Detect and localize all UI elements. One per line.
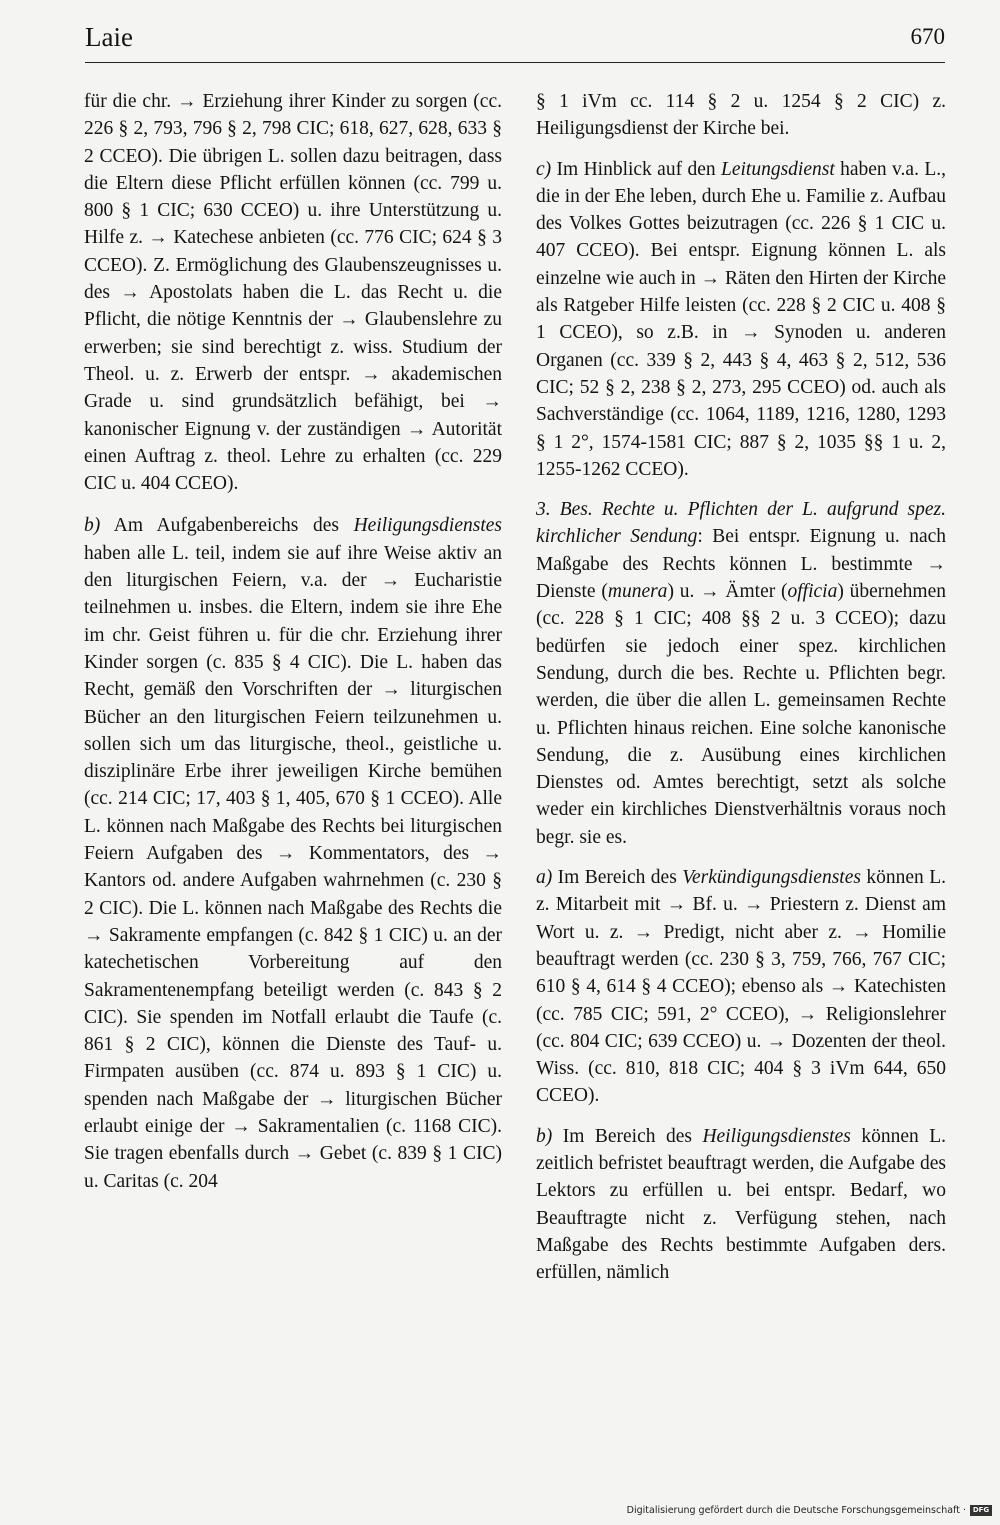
emphasis: Leitungsdienst xyxy=(720,158,835,180)
emphasis: Heiligungsdienstes xyxy=(353,515,502,537)
paragraph: b) Im Bereich des Heiligungsdienstes können L. zeitlich befristet beauftragt werden, die Aufgabe des Lektors zu erfüllen u. bei entspr. Bedarf, wo Beauftragte nicht z. Verfügung stehen, nach Maßgabe des Rechts bestimmte Aufgaben ders. erfüllen, nämlich xyxy=(536,1125,946,1284)
emphasis: munera xyxy=(607,581,668,603)
section-label: c) xyxy=(536,158,552,180)
emphasis: Heiligungsdienstes xyxy=(702,1125,851,1147)
paragraph: c) Im Hinblick auf den Leitungsdienst haben v.a. L., die in der Ehe leben, durch Ehe u. Familie z. Aufbau des Volkes Gottes beizutragen (cc. 226 § 1 CIC u. 407 CCEO). Bei entspr. Eignung können L. als einzelne wie auch in → Räten den Hirten der Kirche als Ratgeber Hilfe leisten (cc. 228 § 2 CIC u. 408 § 1 CCEO), so z.B. in → Synoden u. anderen Organen (cc. 339 § 2, 443 § 4, 463 § 2, 512, 536 CIC; 52 § 2, 238 § 2, 273, 295 CCEO) od. auch als Sachverständige (cc. 1064, 1189, 1216, 1280, 1293 § 1 2°, 1574-1581 CIC; 887 § 2, 1035 §§ 1 u. 2, 1255-1262 CCEO). xyxy=(536,158,946,480)
section-label: a) xyxy=(536,867,553,889)
running-title: Laie xyxy=(85,22,133,52)
right-column xyxy=(536,88,946,1299)
section-heading: 3. Bes. Rechte u. Pflichten der L. aufgrund spez. kirchlicher Sendung xyxy=(536,499,946,548)
running-header xyxy=(85,22,945,63)
credit-text: Digitalisierung gefördert durch die Deutsche Forschungsgemeinschaft · xyxy=(626,1505,966,1516)
digitization-credit xyxy=(627,1505,992,1516)
paragraph: für die chr. → Erziehung ihrer Kinder zu sorgen (cc. 226 § 2, 793, 796 § 2, 798 CIC; 618, 627, 628, 633 § 2 CCEO). Die übrigen L. sollen dazu beitragen, dass die Eltern diese Pflicht erfüllen können (cc. 799 u. 800 § 1 CIC; 630 CCEO) u. ihre Unterstützung u. Hilfe z. → Katechese anbieten (cc. 776 CIC; 624 § 3 CCEO). Z. Ermöglichung des Glaubenszeugnisses u. des → Apostolats haben die L. das Recht u. die Pflicht, die nötige Kenntnis der → Glaubenslehre zu erwerben; sie sind berechtigt z. wiss. Studium der Theol. u. z. Erwerb der entspr. → akademischen Grade u. sind grundsätzlich befähigt, bei → kanonischer Eignung v. der zuständigen → Autorität einen Auftrag z. theol. Lehre zu erhalten (cc. 229 CIC u. 404 CCEO). xyxy=(84,91,502,495)
paragraph: 3. Bes. Rechte u. Pflichten der L. aufgrund spez. kirchlicher Sendung: Bei entspr. Eignung u. nach Maßgabe des Rechts können L. bestimmte → Dienste (munera) u. → Ämter (officia) übernehmen (cc. 228 § 1 CIC; 408 §§ 2 u. 3 CCEO); dazu bedürfen sie jedoch einer spez. kirchlichen Sendung, durch die bes. Rechte u. Pflichten begr. werden, die über die allen L. gemeinsamen Rechte u. Pflichten hinaus reichen. Eine solche kanonische Sendung, die z. Ausübung eines kirchlichen Dienstes od. Amtes berechtigt, setzt als solche weder ein kirchliches Dienstverhältnis voraus noch begr. sie es. xyxy=(536,499,947,848)
dfg-logo-icon: DFG xyxy=(970,1505,992,1516)
emphasis: officia xyxy=(787,581,838,603)
section-label: b) xyxy=(84,515,101,537)
left-column xyxy=(84,88,502,1210)
section-label: b) xyxy=(536,1125,553,1147)
paragraph: § 1 iVm cc. 114 § 2 u. 1254 § 2 CIC) z. Heiligungsdienst der Kirche bei. xyxy=(536,91,946,140)
paragraph: a) Im Bereich des Verkündigungsdienstes können L. z. Mitarbeit mit → Bf. u. → Priestern z. Dienst am Wort u. z. → Predigt, nicht aber z. → Homilie beauftragt werden (cc. 230 § 3, 759, 766, 767 CIC; 610 § 4, 614 § 4 CCEO); ebenso als → Katechisten (cc. 785 CIC; 591, 2° CCEO), → Religionslehrer (cc. 804 CIC; 639 CCEO) u. → Dozenten der theol. Wiss. (cc. 810, 818 CIC; 404 § 3 iVm 644, 650 CCEO). xyxy=(536,867,946,1107)
emphasis: Verkündigungsdienstes xyxy=(682,867,861,889)
page-number: 670 xyxy=(910,24,945,49)
paragraph: b) Am Aufgabenbereichs des Heiligungsdienstes haben alle L. teil, indem sie auf ihre Weise aktiv an den liturgischen Feiern, v.a. der → Eucharistie teilnehmen u. insbes. die Eltern, indem sie ihre Ehe im chr. Geist führen u. für die chr. Erziehung ihrer Kinder sorgen (c. 835 § 4 CIC). Die L. haben das Recht, gemäß den Vorschriften der → liturgischen Bücher an den liturgischen Feiern teilzunehmen u. sollen sich um das liturgische, theol., geistliche u. disziplinäre Erbe ihrer jeweiligen Kirche bemühen (cc. 214 CIC; 17, 403 § 1, 405, 670 § 1 CCEO). Alle L. können nach Maßgabe des Rechts bei liturgischen Feiern Aufgaben des → Kommentators, des → Kantors od. andere Aufgaben wahrnehmen (c. 230 § 2 CIC). Die L. können nach Maßgabe des Rechts die → Sakramente empfangen (c. 842 § 1 CIC) u. an der katechetischen Vorbereitung auf den Sakramentenempfang beteiligt werden (c. 843 § 2 CIC). Sie spenden im Notfall erlaubt die Taufe (c. 861 § 2 CIC), können die Dienste des Tauf- u. Firmpaten ausüben (cc. 874 u. 893 § 1 CIC) u. spenden nach Maßgabe der → liturgischen Bücher erlaubt einige der → Sakramentalien (c. 1168 CIC). Sie tragen ebenfalls durch → Gebet (c. 839 § 1 CIC) u. Caritas (c. 204 xyxy=(84,515,502,1192)
